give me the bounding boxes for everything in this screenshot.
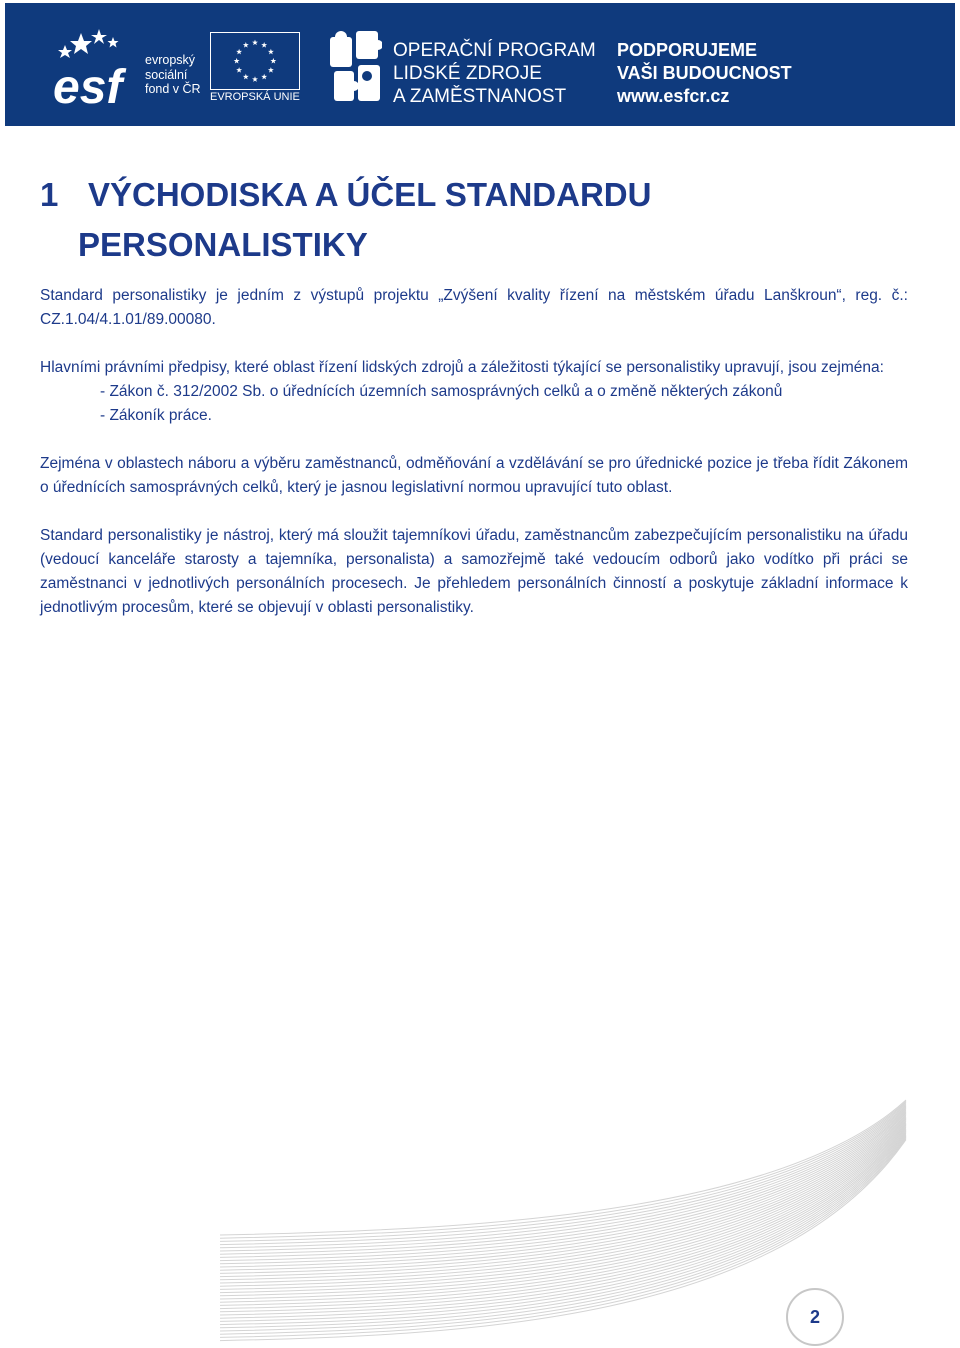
list-item: - Zákoník práce. bbox=[100, 407, 212, 424]
heading-line-2: PERSONALISTIKY bbox=[78, 226, 368, 263]
heading-line-1: VÝCHODISKA A ÚČEL STANDARDU bbox=[88, 176, 652, 213]
paragraph-legal: Hlavními právními předpisy, které oblast řízení lidských zdrojů a záležitosti týkající se personalistiky upravují, jsou zejména: bbox=[40, 359, 884, 376]
eu-star-icon bbox=[243, 42, 249, 48]
esf-logo-icon bbox=[51, 27, 151, 107]
eu-flag-icon bbox=[210, 32, 300, 90]
esf-sub-line: fond v ČR bbox=[145, 82, 201, 96]
support-line: VAŠI BUDOUCNOST bbox=[617, 63, 792, 83]
eu-star-icon bbox=[236, 67, 242, 73]
paragraph-standard: Standard personalistiky je nástroj, který má sloužit tajemníkovi úřadu, zaměstnancům zabezpečujícím personalistiku na úřadu (vedoucí kanceláře starosty a tajemníka, personalista) a samozřejmě také vedoucím odborů jako vodítko při práci se zaměstnanci v jednotlivých personálních procesech. Je přehledem personálních činností a poskytuje základní informace k jednotlivým procesům, které se objevují v oblasti personalistiky. bbox=[40, 527, 908, 616]
paragraph-recruitment: Zejména v oblastech náboru a výběru zaměstnanců, odměňování a vzdělávání se pro úřednické pozice je třeba řídit Zákonem o úřednících samosprávných celků, který je jasnou legislativní normou upravující tuto oblast. bbox=[40, 455, 908, 496]
eu-star-icon bbox=[261, 74, 267, 80]
program-title-line: LIDSKÉ ZDROJE bbox=[393, 63, 542, 84]
esf-sub-line: sociální bbox=[145, 67, 188, 82]
paragraph-intro: Standard personalistiky je jedním z výstupů projektu „Zvýšení kvality řízení na městském úřadu Lanškroun“, reg. č.: CZ.1.04/4.1.01/89.00080. bbox=[40, 287, 908, 328]
eu-star-icon bbox=[268, 49, 274, 55]
program-title bbox=[393, 39, 596, 108]
eu-star-icon bbox=[252, 76, 258, 82]
esf-sub-line: evropský bbox=[145, 53, 196, 67]
eu-star-icon bbox=[236, 49, 242, 55]
eu-star-icon bbox=[252, 40, 258, 46]
section-number: 1 bbox=[40, 176, 59, 213]
section-heading bbox=[40, 170, 908, 270]
list-item: - Zákon č. 312/2002 Sb. o úřednících územních samosprávných celků a o změně některých zákonů bbox=[100, 383, 783, 400]
eu-star-icon bbox=[268, 67, 274, 73]
page-number: 2 bbox=[786, 1288, 844, 1346]
support-line: PODPORUJEME bbox=[617, 40, 758, 60]
puzzle-people-icon bbox=[330, 31, 382, 103]
eu-label: EVROPSKÁ UNIE bbox=[210, 91, 300, 103]
header-banner bbox=[5, 3, 955, 126]
eu-star-icon bbox=[261, 42, 267, 48]
esf-subtitle bbox=[145, 53, 201, 97]
eu-star-icon bbox=[270, 58, 276, 64]
document-body bbox=[40, 170, 908, 620]
program-title-line: A ZAMĚSTNANOST bbox=[393, 86, 567, 107]
esf-logo-text: esf bbox=[53, 61, 123, 107]
support-url[interactable]: www.esfcr.cz bbox=[617, 86, 730, 106]
eu-star-icon bbox=[243, 74, 249, 80]
program-title-line: OPERAČNÍ PROGRAM bbox=[393, 40, 596, 61]
eu-star-icon bbox=[234, 58, 240, 64]
support-slogan bbox=[617, 39, 792, 108]
